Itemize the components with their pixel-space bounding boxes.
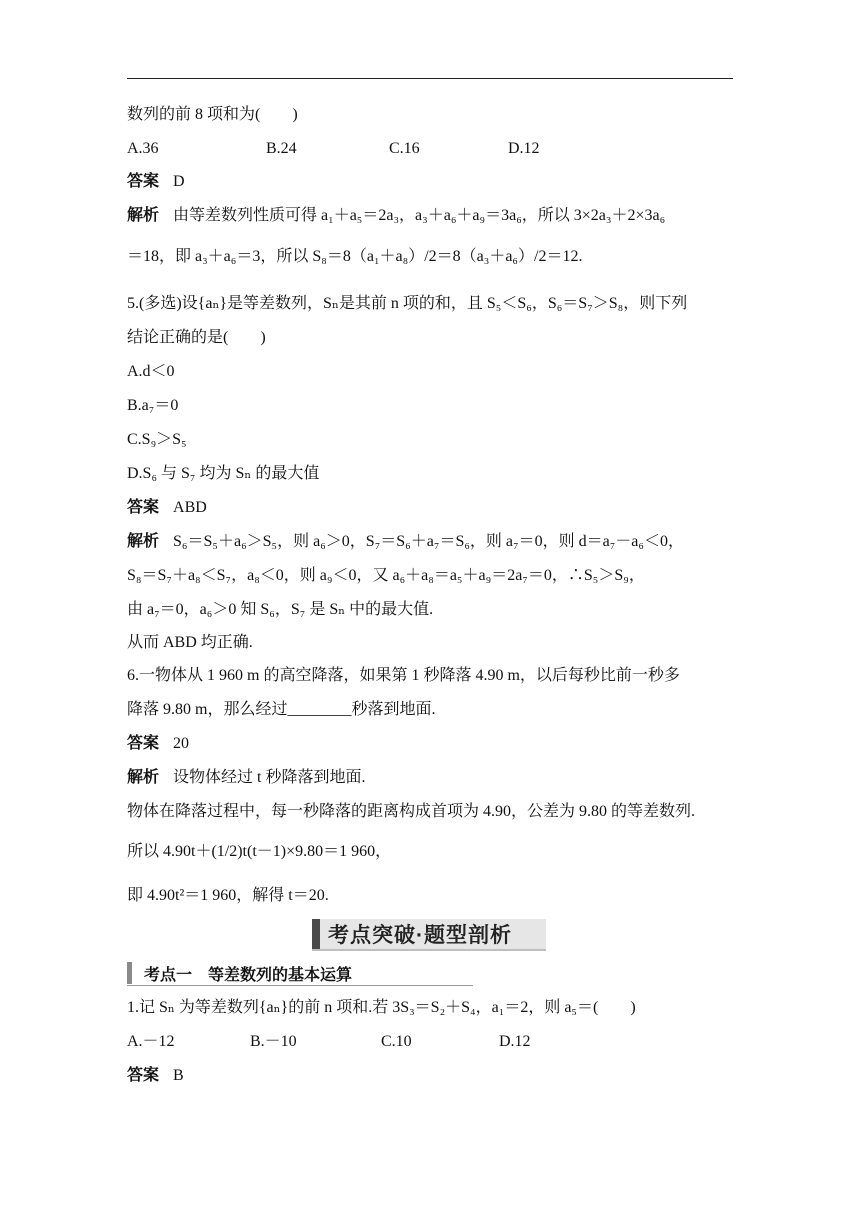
q4-option-b: B.24 [266, 140, 297, 157]
answer-value: ABD [173, 499, 207, 516]
q6-stem-line-1: 6.一物体从 1 960 m 的高空降落，如果第 1 秒降落 4.90 m，以后每秒比前一秒多 [127, 667, 680, 684]
q4-analysis-line-1 [127, 205, 665, 227]
q5-analysis-text-1: S₆＝S₅＋a₆＞S₅，则 a₆＞0，S₇＝S₆＋a₇＝S₆，则 a₇＝0，则 d＝a₇－a₆＜0， [173, 533, 684, 550]
answer-value: 20 [173, 735, 190, 752]
q5-analysis-line-2: S₈＝S₇＋a₈＜S₇，a₈＜0，则 a₉＜0，又 a₆＋a₈＝a₅＋a₉＝2a₇＝0，∴S₅＞S₉， [127, 567, 645, 584]
q5-option-d: D.S₆ 与 S₇ 均为 Sₙ 的最大值 [127, 465, 320, 482]
q5-option-b: B.a₇＝0 [127, 397, 179, 414]
q6-stem-line-2: 降落 9.80 m，那么经过________秒落到地面. [127, 701, 436, 718]
q6-analysis-line-3: 所以 4.90t＋(1/2)t(t－1)×9.80＝1 960， [127, 843, 392, 860]
q5-analysis-line-3: 由 a₇＝0，a₆＞0 知 S₆，S₇ 是 Sₙ 中的最大值. [127, 601, 434, 618]
section-heading [127, 961, 473, 986]
q6-analysis-text-1: 设物体经过 t 秒降落到地面. [173, 769, 366, 786]
q4-option-d: D.12 [508, 140, 540, 157]
q5-option-c: C.S₉＞S₅ [127, 431, 187, 448]
p1-option-d: D.12 [499, 1033, 531, 1050]
analysis-label: 解析 [127, 769, 160, 786]
q4-analysis-line-2: ＝18，即 a₃＋a₆＝3，所以 S₈＝8（a₁＋a₈）/2＝8（a₃＋a₆）/2＝12. [127, 248, 583, 265]
q5-analysis-line-1 [127, 531, 684, 553]
p1-stem: 1.记 Sₙ 为等差数列{aₙ}的前 n 项和.若 3S₃＝S₂＋S₄，a₁＝2，则 a₅＝( ) [127, 999, 636, 1016]
header-rule [127, 78, 733, 79]
section-bar [127, 962, 132, 984]
banner-title: 考点突破·题型剖析 [328, 924, 512, 947]
banner-bar [312, 919, 320, 949]
q6-analysis-line-2: 物体在降落过程中，每一秒降落的距离构成首项为 4.90，公差为 9.80 的等差数列. [127, 803, 696, 820]
p1-option-c: C.10 [381, 1033, 412, 1050]
q4-option-c: C.16 [389, 140, 420, 157]
q6-analysis-line-1 [127, 767, 365, 789]
answer-label: 答案 [127, 499, 160, 516]
answer-value: D [173, 173, 185, 190]
q4-option-a: A.36 [127, 140, 159, 157]
p1-answer [127, 1065, 184, 1087]
analysis-label: 解析 [127, 533, 160, 550]
q5-stem-line-2: 结论正确的是( ) [127, 329, 266, 346]
p1-option-a: A.－12 [127, 1033, 175, 1050]
section-banner [312, 919, 546, 951]
q5-analysis-line-4: 从而 ABD 均正确. [127, 634, 253, 651]
answer-label: 答案 [127, 1067, 160, 1084]
q5-option-a: A.d＜0 [127, 363, 175, 380]
q5-stem-line-1: 5.(多选)设{aₙ}是等差数列，Sₙ是其前 n 项的和，且 S₅＜S₆，S₆＝S₇＞S₈，则下列 [127, 295, 688, 312]
q4-answer [127, 171, 185, 193]
analysis-label: 解析 [127, 207, 160, 224]
q6-answer [127, 733, 189, 755]
q4-analysis-text-1: 由等差数列性质可得 a₁＋a₅＝2a₃，a₃＋a₆＋a₉＝3a₆，所以 3×2a₃＋2×3a₆ [173, 207, 666, 224]
p1-option-b: B.－10 [250, 1033, 297, 1050]
answer-label: 答案 [127, 173, 160, 190]
section-title: 考点一 等差数列的基本运算 [144, 966, 353, 984]
q5-answer [127, 497, 207, 519]
q4-stem-tail: 数列的前 8 项和为( ) [127, 106, 298, 123]
answer-label: 答案 [127, 735, 160, 752]
q6-analysis-line-4: 即 4.90t²＝1 960，解得 t＝20. [127, 887, 329, 904]
answer-value: B [173, 1067, 184, 1084]
